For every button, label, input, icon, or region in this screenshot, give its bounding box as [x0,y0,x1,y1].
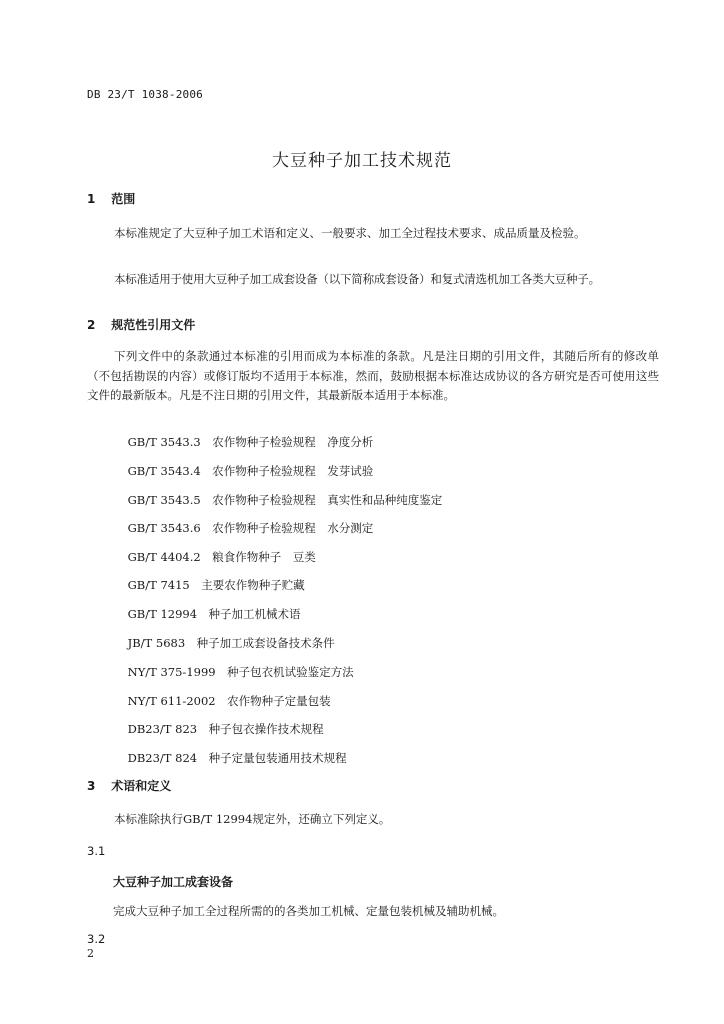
reference-code: GB/T 3543.4 [127,464,201,478]
term-name: 大豆种子加工成套设备 [113,875,234,889]
section-number: 3 [87,779,96,793]
reference-title: 种子包衣机试验鉴定方法 [227,665,354,679]
reference-title: 主要农作物种子贮藏 [201,578,305,592]
reference-code: NY/T 611-2002 [127,694,216,708]
reference-title: 种子包衣操作技术规程 [208,722,324,736]
reference-item [113,736,347,780]
reference-code: GB/T 12994 [127,607,198,621]
reference-code: GB/T 4404.2 [127,550,201,564]
reference-code: JB/T 5683 [127,636,186,650]
section-title: 规范性引用文件 [111,318,196,332]
paragraph: 本标准适用于使用大豆种子加工成套设备（以下简称成套设备）和复式清选机加工各类大豆种子。 [114,272,600,286]
section-2-heading [87,316,195,333]
reference-code: GB/T 7415 [127,578,190,592]
reference-code: GB/T 3543.3 [127,435,201,449]
section-title: 术语和定义 [111,779,172,793]
reference-code: NY/T 375-1999 [127,665,216,679]
term-definition: 完成大豆种子加工全过程所需的的各类加工机械、定量包装机械及辅助机械。 [113,904,504,918]
reference-title: 种子加工机械术语 [208,607,301,621]
section-number: 2 [87,318,96,332]
term-number: 3.1 [87,844,106,858]
page-number: 2 [87,947,94,960]
paragraph: 本标准规定了大豆种子加工术语和定义、一般要求、加工全过程技术要求、成品质量及检验。 [114,226,586,240]
reference-title: 农作物种子检验规程 发芽试验 [212,464,374,478]
document-title: 大豆种子加工技术规范 [272,151,452,171]
section-1-heading [87,190,135,207]
standard-id-header: DB 23/T 1038-2006 [87,88,203,101]
reference-code: DB23/T 824 [127,751,198,765]
section-3-heading [87,777,171,794]
term-number: 3.2 [87,932,106,946]
reference-title: 农作物种子检验规程 净度分析 [212,435,374,449]
reference-code: GB/T 3543.6 [127,521,201,535]
section-number: 1 [87,192,96,206]
section-title: 范围 [111,192,136,206]
reference-title: 种子定量包装通用技术规程 [208,751,347,765]
reference-title: 种子加工成套设备技术条件 [196,636,335,650]
reference-title: 农作物种子检验规程 水分测定 [212,521,374,535]
paragraph: 本标准除执行GB/T 12994规定外，还确立下列定义。 [114,812,391,826]
reference-title: 粮食作物种子 豆类 [212,550,316,564]
reference-title: 农作物种子定量包装 [227,694,331,708]
reference-code: DB23/T 823 [127,722,198,736]
reference-title: 农作物种子检验规程 真实性和品种纯度鉴定 [212,493,443,507]
reference-code: GB/T 3543.5 [127,493,201,507]
paragraph: 下列文件中的条款通过本标准的引用而成为本标准的条款。凡是注日期的引用文件，其随后所有的修改单（不包括勘误的内容）或修订版均不适用于本标准，然而，鼓励根据本标准达成协议的各方研究是否可使用这些文件的最新版本。凡是不注日期的引用文件，其最新版本适用于本标准。 [87,349,659,402]
